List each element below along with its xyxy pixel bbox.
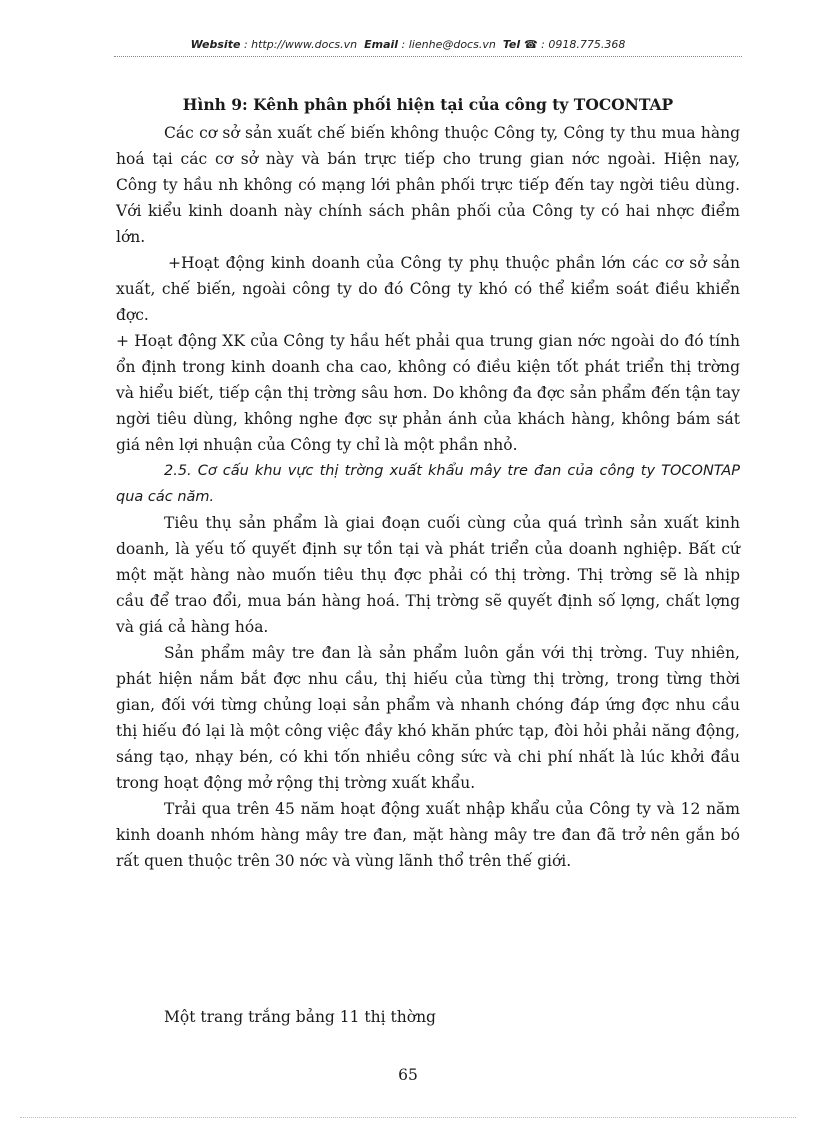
page-content <box>116 92 740 874</box>
paragraph-5: Sản phẩm mây tre đan là sản phẩm luôn gắn với thị trờng. Tuy nhiên, phát hiện nắm bắt đợc nhu cầu, thị hiếu của từng thị trờng, trong từng thời gian, đối với từng chủng loại sản phẩm và nhanh chóng đáp ứng đợc nhu cầu thị hiếu đó lại là một công việc đầy khó khăn phức tạp, đòi hỏi phải năng động, sáng tạo, nhạy bén, có khi tốn nhiều công sức và chi phí nhất là lúc khởi đầu trong hoạt động mở rộng thị trờng xuất khẩu. <box>116 644 740 792</box>
paragraph-4: Tiêu thụ sản phẩm là giai đoạn cuối cùng của quá trình sản xuất kinh doanh, là yếu tố quyết định sự tồn tại và phát triển của doanh nghiệp. Bất cứ một mặt hàng nào muốn tiêu thụ đợc phải có thị trờng. Thị trờng sẽ là nhịp cầu để trao đổi, mua bán hàng hoá. Thị trờng sẽ quyết định số lợng, chất lợng và giá cả hàng hóa. <box>116 514 740 636</box>
paragraph-2: +Hoạt động kinh doanh của Công ty phụ thuộc phần lớn các cơ sở sản xuất, chế biến, ngoài công ty do đó Công ty khó có thể kiểm soát điều khiển đợc. <box>116 254 740 324</box>
header-divider <box>114 56 742 57</box>
website-label: Website <box>190 38 241 51</box>
footnote: Một trang trắng bảng 11 thị thờng <box>164 1008 436 1026</box>
paragraph-1: Các cơ sở sản xuất chế biến không thuộc Công ty, Công ty thu mua hàng hoá tại các cơ sở này và bán trực tiếp cho trung gian nớc ngoài. Hiện nay, Công ty hầu nh không có mạng lới phân phối trực tiếp đến tay ngời tiêu dùng. Với kiểu kinh doanh này chính sách phân phối của Công ty có hai nhợc điểm lớn. <box>116 124 740 246</box>
email-value: : lienhe@docs.vn <box>401 38 496 51</box>
section-heading: 2.5. Cơ cấu khu vực thị trờng xuất khẩu mây tre đan của công ty TOCONTAP qua các năm. <box>116 463 740 505</box>
figure-title: Hình 9: Kênh phân phối hiện tại của công ty TOCONTAP <box>182 95 674 114</box>
page-header <box>0 38 816 51</box>
email-label: Email <box>364 38 399 51</box>
page-number: 65 <box>398 1066 418 1084</box>
website-value: : http://www.docs.vn <box>243 38 358 51</box>
tel-value: : 0918.775.368 <box>541 38 626 51</box>
paragraph-6: Trải qua trên 45 năm hoạt động xuất nhập khẩu của Công ty và 12 năm kinh doanh nhóm hàng mây tre đan, mặt hàng mây tre đan đã trở nên gắn bó rất quen thuộc trên 30 nớc và vùng lãnh thổ trên thế giới. <box>116 800 740 870</box>
footer-divider <box>20 1117 796 1118</box>
paragraph-3: + Hoạt động XK của Công ty hầu hết phải qua trung gian nớc ngoài do đó tính ổn định trong kinh doanh cha cao, không có điều kiện tốt phát triển thị trờng và hiểu biết, tiếp cận thị trờng sâu hơn. Do không đa đợc sản phẩm đến tận tay ngời tiêu dùng, không nghe đợc sự phản ánh của khách hàng, không bám sát giá nên lợi nhuận của Công ty chỉ là một phần nhỏ. <box>116 332 740 454</box>
tel-label: Tel ☎ <box>502 38 538 51</box>
